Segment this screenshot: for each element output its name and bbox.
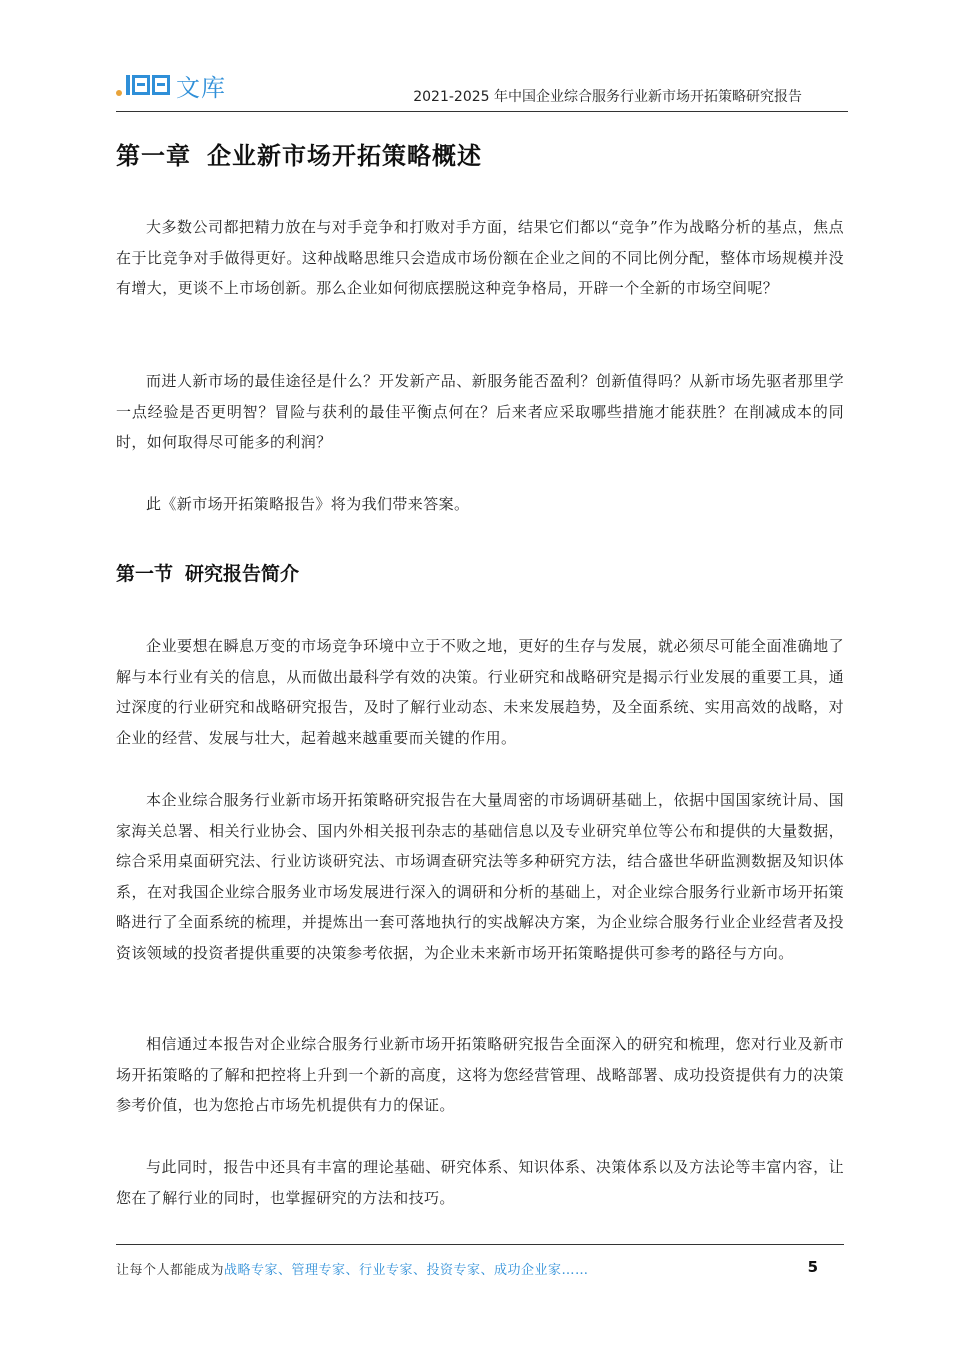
intro-paragraph-2: 而进人新市场的最佳途径是什么？开发新产品、新服务能否盈利？创新值得吗？从新市场先驱者那里学一点经验是否更明智？冒险与获利的最佳平衡点何在？后来者应采取哪些措施才能获胜？在削减成本的同时，如何取得尽可能多的利润？	[116, 372, 844, 451]
page-number: 5	[807, 1258, 818, 1276]
section-title: 研究报告简介	[185, 563, 300, 585]
chapter-heading	[116, 136, 482, 171]
footer-slogan-highlight: 战略专家、管理专家、行业专家、投资专家、成功企业家……	[224, 1263, 589, 1278]
logo-dot-icon	[116, 90, 122, 96]
page-header	[116, 62, 848, 112]
intro-paragraph-3: 此《新市场开拓策略报告》将为我们带来答案。	[146, 495, 470, 513]
logo-mark-icon	[126, 75, 170, 95]
intro-paragraph-1: 大多数公司都把精力放在与对手竞争和打败对手方面，结果它们都以“竞争”作为战略分析的基点，焦点在于比竞争对手做得更好。这种战略思维只会造成市场份额在企业之间的不同比例分配，整体市场规模并没有增大，更谈不上市场创新。那么企业如何彻底摆脱这种竞争格局，开辟一个全新的市场空间呢？	[116, 218, 844, 297]
chapter-number: 第一章	[116, 142, 191, 170]
section-heading	[116, 559, 299, 586]
chapter-title: 企业新市场开拓策略概述	[207, 142, 482, 170]
section-paragraph-2: 本企业综合服务行业新市场开拓策略研究报告在大量周密的市场调研基础上，依据中国国家统计局、国家海关总署、相关行业协会、国内外相关报刊杂志的基础信息以及专业研究单位等公布和提供的大量数据，综合采用桌面研究法、行业访谈研究法、市场调查研究法等多种研究方法，结合盛世华研监测数据及知识体系，在对我国企业综合服务业市场发展进行深入的调研和分析的基础上，对企业综合服务行业新市场开拓策略进行了全面系统的梳理，并提炼出一套可落地执行的实战解决方案，为企业综合服务行业企业经营者及投资该领域的投资者提供重要的决策参考依据，为企业未来新市场开拓策略提供可参考的路径与方向。	[116, 791, 844, 962]
section-paragraph-1: 企业要想在瞬息万变的市场竞争环境中立于不败之地，更好的生存与发展，就必须尽可能全面准确地了解与本行业有关的信息，从而做出最科学有效的决策。行业研究和战略研究是揭示行业发展的重要工具，通过深度的行业研究和战略研究报告，及时了解行业动态、未来发展趋势，及全面系统、实用高效的战略，对企业的经营、发展与壮大，起着越来越重要而关键的作用。	[116, 637, 844, 747]
document-header-title: 2021-2025 年中国企业综合服务行业新市场开拓策略研究报告	[413, 89, 802, 105]
footer-slogan	[116, 1259, 589, 1278]
brand-logo	[116, 68, 226, 102]
logo-text: 文库	[176, 73, 226, 102]
section-paragraph-3: 相信通过本报告对企业综合服务行业新市场开拓策略研究报告全面深入的研究和梳理，您对行业及新市场开拓策略的了解和把控将上升到一个新的高度，这将为您经营管理、战略部署、成功投资提供有力的决策参考价值，也为您抢占市场先机提供有力的保证。	[116, 1035, 844, 1114]
section-number: 第一节	[116, 563, 174, 585]
footer-slogan-prefix: 让每个人都能成为	[116, 1263, 225, 1278]
header-divider	[116, 111, 848, 112]
section-paragraph-4: 与此同时，报告中还具有丰富的理论基础、研究体系、知识体系、决策体系以及方法论等丰富内容，让您在了解行业的同时，也掌握研究的方法和技巧。	[116, 1158, 844, 1207]
footer-divider	[116, 1244, 844, 1245]
